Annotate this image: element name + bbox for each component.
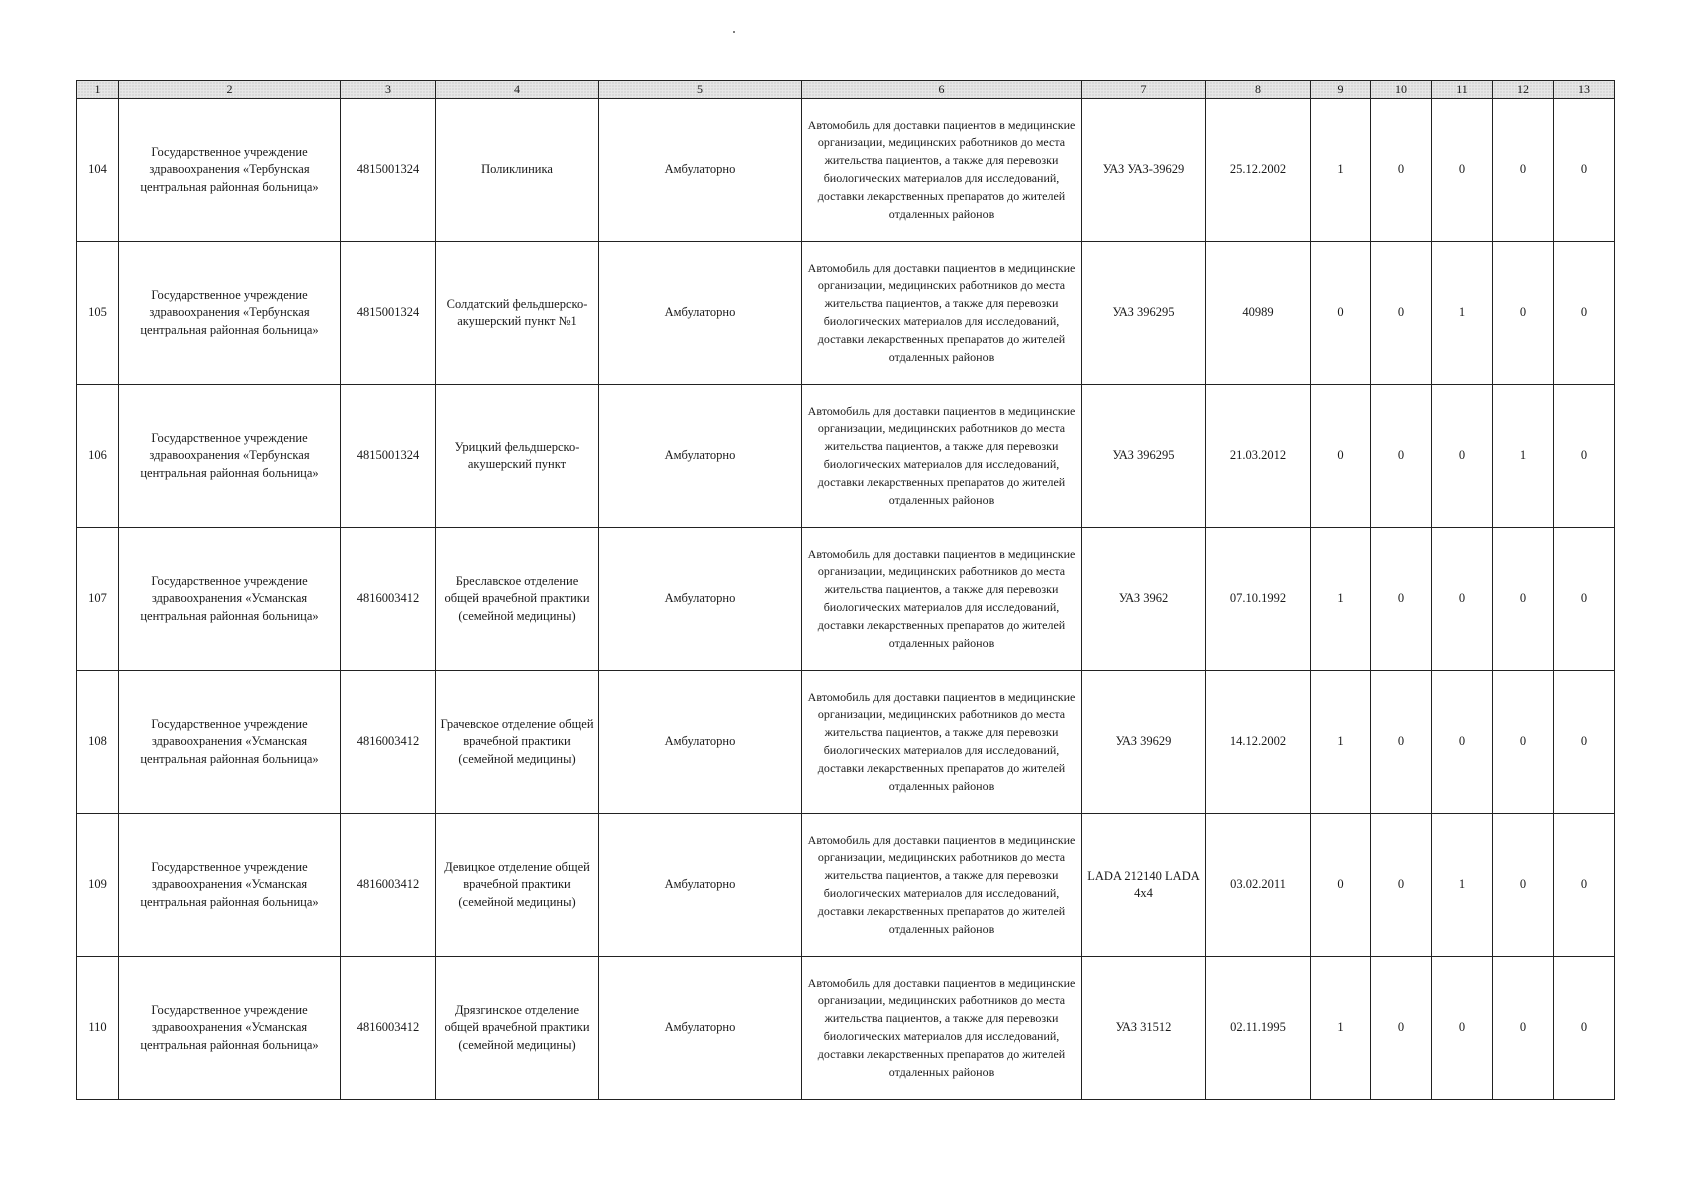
vehicle-purpose: Автомобиль для доставки пациентов в медицинские организации, медицинских работников до места жительства пациентов, а также для перевозки биологических материалов для исследований, доставки лекарственных препаратов до жителей отдаленных районов bbox=[802, 528, 1082, 671]
care-type: Амбулаторно bbox=[599, 957, 802, 1100]
vehicle-model: LADA 212140 LADA 4x4 bbox=[1082, 814, 1206, 957]
row-number: 106 bbox=[77, 385, 119, 528]
table-row bbox=[77, 99, 1615, 242]
institution-name: Государственное учреждение здравоохранения «Тербунская центральная районная больница» bbox=[119, 385, 341, 528]
col-10-value: 0 bbox=[1371, 957, 1432, 1100]
col-11-value: 0 bbox=[1432, 528, 1493, 671]
column-header-1: 1 bbox=[77, 81, 119, 99]
col-13-value: 0 bbox=[1554, 99, 1615, 242]
care-type: Амбулаторно bbox=[599, 671, 802, 814]
col-9-value: 0 bbox=[1311, 385, 1371, 528]
column-header-13: 13 bbox=[1554, 81, 1615, 99]
column-header-9: 9 bbox=[1311, 81, 1371, 99]
table-row bbox=[77, 528, 1615, 671]
col-9-value: 1 bbox=[1311, 99, 1371, 242]
vehicle-purpose: Автомобиль для доставки пациентов в медицинские организации, медицинских работников до места жительства пациентов, а также для перевозки биологических материалов для исследований, доставки лекарственных препаратов до жителей отдаленных районов bbox=[802, 957, 1082, 1100]
table-row bbox=[77, 242, 1615, 385]
facility-name: Девицкое отделение общей врачебной практики (семейной медицины) bbox=[436, 814, 599, 957]
institution-name: Государственное учреждение здравоохранения «Усманская центральная районная больница» bbox=[119, 528, 341, 671]
col-10-value: 0 bbox=[1371, 385, 1432, 528]
institution-name: Государственное учреждение здравоохранения «Тербунская центральная районная больница» bbox=[119, 242, 341, 385]
vehicle-purpose: Автомобиль для доставки пациентов в медицинские организации, медицинских работников до места жительства пациентов, а также для перевозки биологических материалов для исследований, доставки лекарственных препаратов до жителей отдаленных районов bbox=[802, 99, 1082, 242]
col-12-value: 0 bbox=[1493, 671, 1554, 814]
col-13-value: 0 bbox=[1554, 385, 1615, 528]
facility-name: Солдатский фельдшерско-акушерский пункт №1 bbox=[436, 242, 599, 385]
inn-code: 4815001324 bbox=[341, 385, 436, 528]
column-header-4: 4 bbox=[436, 81, 599, 99]
col-13-value: 0 bbox=[1554, 242, 1615, 385]
vehicle-model: УАЗ 3962 bbox=[1082, 528, 1206, 671]
vehicle-date: 14.12.2002 bbox=[1206, 671, 1311, 814]
vehicle-purpose: Автомобиль для доставки пациентов в медицинские организации, медицинских работников до места жительства пациентов, а также для перевозки биологических материалов для исследований, доставки лекарственных препаратов до жителей отдаленных районов bbox=[802, 242, 1082, 385]
column-header-5: 5 bbox=[599, 81, 802, 99]
inn-code: 4816003412 bbox=[341, 814, 436, 957]
care-type: Амбулаторно bbox=[599, 242, 802, 385]
inn-code: 4816003412 bbox=[341, 957, 436, 1100]
column-header-2: 2 bbox=[119, 81, 341, 99]
col-11-value: 1 bbox=[1432, 242, 1493, 385]
column-header-11: 11 bbox=[1432, 81, 1493, 99]
scan-speck bbox=[733, 31, 735, 33]
column-header-6: 6 bbox=[802, 81, 1082, 99]
col-9-value: 1 bbox=[1311, 957, 1371, 1100]
col-12-value: 0 bbox=[1493, 957, 1554, 1100]
col-11-value: 0 bbox=[1432, 385, 1493, 528]
col-10-value: 0 bbox=[1371, 671, 1432, 814]
vehicle-model: УАЗ УАЗ-39629 bbox=[1082, 99, 1206, 242]
col-11-value: 0 bbox=[1432, 99, 1493, 242]
col-9-value: 0 bbox=[1311, 814, 1371, 957]
column-header-8: 8 bbox=[1206, 81, 1311, 99]
table-row bbox=[77, 814, 1615, 957]
vehicle-date: 21.03.2012 bbox=[1206, 385, 1311, 528]
facility-name: Урицкий фельдшерско-акушерский пункт bbox=[436, 385, 599, 528]
col-13-value: 0 bbox=[1554, 957, 1615, 1100]
institution-name: Государственное учреждение здравоохранения «Усманская центральная районная больница» bbox=[119, 671, 341, 814]
col-12-value: 0 bbox=[1493, 814, 1554, 957]
col-12-value: 0 bbox=[1493, 528, 1554, 671]
inn-code: 4816003412 bbox=[341, 528, 436, 671]
header-row bbox=[77, 81, 1615, 99]
col-12-value: 1 bbox=[1493, 385, 1554, 528]
inn-code: 4815001324 bbox=[341, 242, 436, 385]
col-13-value: 0 bbox=[1554, 671, 1615, 814]
column-header-7: 7 bbox=[1082, 81, 1206, 99]
care-type: Амбулаторно bbox=[599, 528, 802, 671]
vehicle-purpose: Автомобиль для доставки пациентов в медицинские организации, медицинских работников до места жительства пациентов, а также для перевозки биологических материалов для исследований, доставки лекарственных препаратов до жителей отдаленных районов bbox=[802, 671, 1082, 814]
row-number: 104 bbox=[77, 99, 119, 242]
row-number: 105 bbox=[77, 242, 119, 385]
column-header-12: 12 bbox=[1493, 81, 1554, 99]
row-number: 108 bbox=[77, 671, 119, 814]
facility-name: Грачевское отделение общей врачебной практики (семейной медицины) bbox=[436, 671, 599, 814]
table-row bbox=[77, 385, 1615, 528]
col-10-value: 0 bbox=[1371, 99, 1432, 242]
vehicle-purpose: Автомобиль для доставки пациентов в медицинские организации, медицинских работников до места жительства пациентов, а также для перевозки биологических материалов для исследований, доставки лекарственных препаратов до жителей отдаленных районов bbox=[802, 814, 1082, 957]
col-11-value: 1 bbox=[1432, 814, 1493, 957]
vehicle-date: 02.11.1995 bbox=[1206, 957, 1311, 1100]
col-11-value: 0 bbox=[1432, 671, 1493, 814]
vehicle-model: УАЗ 396295 bbox=[1082, 385, 1206, 528]
column-header-10: 10 bbox=[1371, 81, 1432, 99]
col-10-value: 0 bbox=[1371, 814, 1432, 957]
institution-name: Государственное учреждение здравоохранения «Тербунская центральная районная больница» bbox=[119, 99, 341, 242]
vehicle-model: УАЗ 39629 bbox=[1082, 671, 1206, 814]
care-type: Амбулаторно bbox=[599, 99, 802, 242]
facility-name: Поликлиника bbox=[436, 99, 599, 242]
institution-name: Государственное учреждение здравоохранения «Усманская центральная районная больница» bbox=[119, 957, 341, 1100]
col-9-value: 0 bbox=[1311, 242, 1371, 385]
row-number: 109 bbox=[77, 814, 119, 957]
row-number: 107 bbox=[77, 528, 119, 671]
col-11-value: 0 bbox=[1432, 957, 1493, 1100]
table-row bbox=[77, 671, 1615, 814]
col-13-value: 0 bbox=[1554, 528, 1615, 671]
institution-name: Государственное учреждение здравоохранения «Усманская центральная районная больница» bbox=[119, 814, 341, 957]
inn-code: 4815001324 bbox=[341, 99, 436, 242]
vehicle-date: 03.02.2011 bbox=[1206, 814, 1311, 957]
vehicle-date: 40989 bbox=[1206, 242, 1311, 385]
vehicle-model: УАЗ 396295 bbox=[1082, 242, 1206, 385]
facility-name: Дрязгинское отделение общей врачебной практики (семейной медицины) bbox=[436, 957, 599, 1100]
facility-name: Бреславское отделение общей врачебной практики (семейной медицины) bbox=[436, 528, 599, 671]
care-type: Амбулаторно bbox=[599, 814, 802, 957]
col-12-value: 0 bbox=[1493, 242, 1554, 385]
column-header-3: 3 bbox=[341, 81, 436, 99]
col-13-value: 0 bbox=[1554, 814, 1615, 957]
vehicle-date: 07.10.1992 bbox=[1206, 528, 1311, 671]
table-row bbox=[77, 957, 1615, 1100]
inn-code: 4816003412 bbox=[341, 671, 436, 814]
row-number: 110 bbox=[77, 957, 119, 1100]
col-9-value: 1 bbox=[1311, 528, 1371, 671]
col-10-value: 0 bbox=[1371, 528, 1432, 671]
vehicle-purpose: Автомобиль для доставки пациентов в медицинские организации, медицинских работников до места жительства пациентов, а также для перевозки биологических материалов для исследований, доставки лекарственных препаратов до жителей отдаленных районов bbox=[802, 385, 1082, 528]
vehicle-date: 25.12.2002 bbox=[1206, 99, 1311, 242]
col-9-value: 1 bbox=[1311, 671, 1371, 814]
vehicle-model: УАЗ 31512 bbox=[1082, 957, 1206, 1100]
care-type: Амбулаторно bbox=[599, 385, 802, 528]
vehicle-registry-table bbox=[76, 80, 1615, 1100]
col-10-value: 0 bbox=[1371, 242, 1432, 385]
col-12-value: 0 bbox=[1493, 99, 1554, 242]
